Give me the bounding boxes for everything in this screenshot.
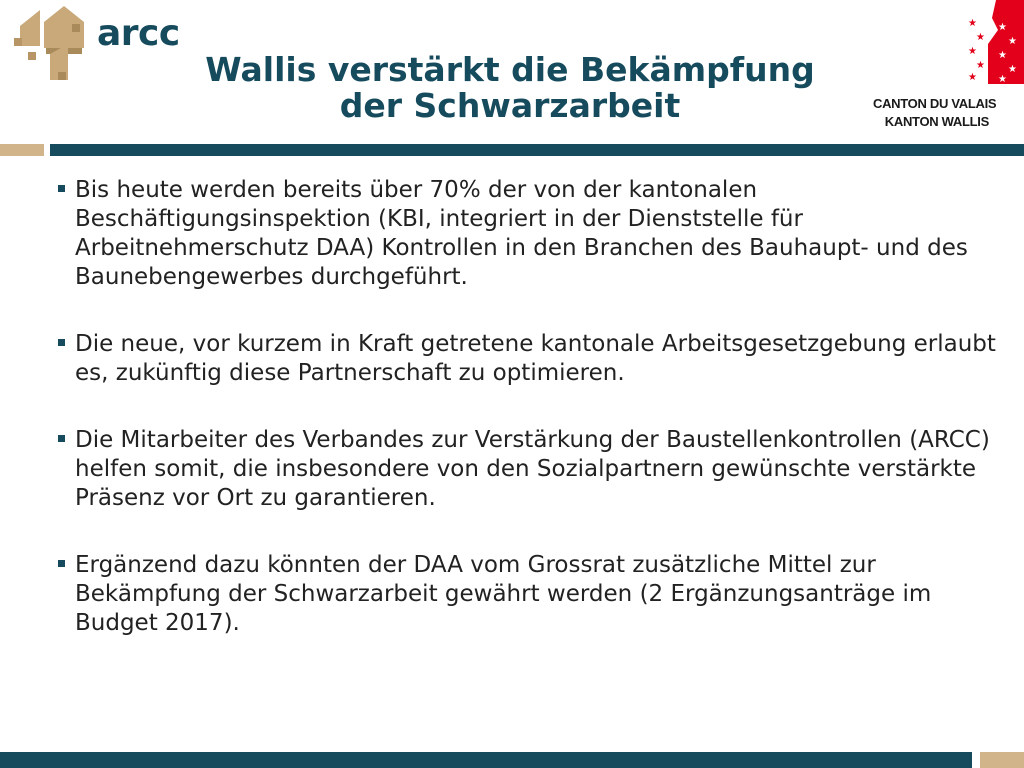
svg-text:★: ★ [998, 22, 1007, 33]
bullet-item [55, 426, 1000, 513]
page-title [150, 52, 870, 124]
title-line-2: der Schwarzarbeit [339, 86, 681, 125]
title-line-1: Wallis verstärkt die Bekämpfung [205, 50, 815, 89]
footer-rule-accent [980, 752, 1024, 768]
svg-text:★: ★ [1008, 64, 1017, 75]
square-bullet-icon [58, 435, 65, 442]
bullet-text: Ergänzend dazu könnten der DAA vom Grossrat zusätzliche Mittel zur Bekämpfung der Schwarzarbeit gewährt werden (2 Ergänzungsanträge im Budget 2017). [75, 552, 932, 636]
bullet-item [55, 330, 1000, 388]
arcc-logo-text: arcc [97, 13, 180, 54]
square-bullet-icon [58, 185, 65, 192]
bullet-list [55, 176, 1000, 676]
canton-label-de: KANTON WALLIS [884, 114, 989, 129]
svg-text:★: ★ [968, 72, 977, 83]
svg-text:★: ★ [976, 32, 985, 43]
svg-text:★: ★ [998, 50, 1007, 61]
bullet-item [55, 551, 1000, 638]
svg-text:★: ★ [968, 46, 977, 57]
arcc-logo-icon [6, 4, 90, 84]
bullet-text: Die neue, vor kurzem in Kraft getretene kantonale Arbeitsgesetzgebung erlaubt es, zukünftig diese Partnerschaft zu optimieren. [75, 331, 996, 386]
bullet-text: Die Mitarbeiter des Verbandes zur Verstärkung der Baustellenkontrollen (ARCC) helfen somit, die insbesondere von den Sozialpartnern gewünschte verstärkte Präsenz vor Ort zu garantieren. [75, 427, 990, 511]
svg-text:★: ★ [968, 18, 977, 29]
footer-rule [0, 752, 972, 768]
square-bullet-icon [58, 560, 65, 567]
canton-valais-flag-icon [964, 0, 1024, 90]
canton-label-fr: CANTON DU VALAIS [873, 96, 997, 111]
header-rule [50, 144, 1024, 156]
svg-text:★: ★ [1008, 36, 1017, 47]
svg-text:★: ★ [976, 60, 985, 71]
bullet-item [55, 176, 1000, 292]
header-rule-accent [0, 144, 44, 156]
canton-label [873, 95, 997, 131]
bullet-text: Bis heute werden bereits über 70% der von der kantonalen Beschäftigungsinspektion (KBI, integriert in der Dienststelle für Arbeitnehmerschutz DAA) Kontrollen in den Branchen des Bauhaupt- und des Baunebengewerbes durchgeführt. [75, 177, 968, 290]
svg-text:★: ★ [998, 74, 1007, 85]
square-bullet-icon [58, 339, 65, 346]
